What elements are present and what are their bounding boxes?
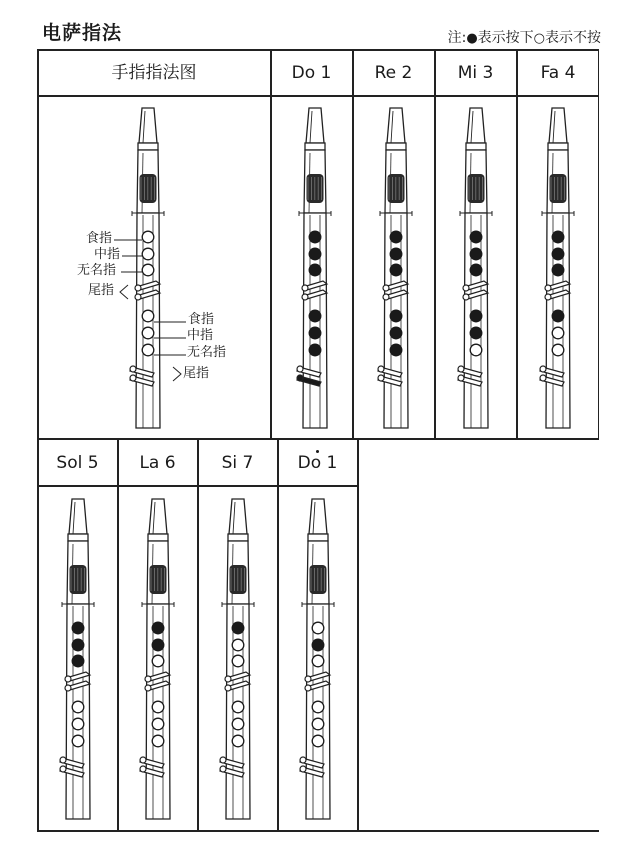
note-number: 3	[482, 63, 494, 83]
lower-pinky-key-icon-end	[300, 757, 306, 763]
open-hole-icon	[232, 701, 244, 713]
open-hole-icon	[232, 655, 244, 667]
neck-band	[148, 534, 168, 541]
upper-pinky-key-icon-end	[145, 676, 151, 682]
saxophone-fingering-icon-5	[54, 494, 102, 819]
open-hole-icon	[470, 344, 482, 356]
closed-hole-icon	[470, 327, 482, 339]
note-name: Do	[297, 453, 322, 473]
mouthpiece-icon	[467, 108, 485, 143]
mouthpiece-icon	[387, 108, 405, 143]
lower-pinky-key-icon-end	[140, 766, 146, 772]
upper-pinky-key-icon-end	[463, 285, 469, 291]
neck-band	[386, 143, 406, 150]
saxophone-fingering-icon-8	[294, 494, 342, 819]
upper-pinky-key-icon-end	[545, 294, 551, 300]
closed-hole-icon	[390, 310, 402, 322]
closed-hole-icon	[72, 655, 84, 667]
lower-pinky-bracket	[173, 367, 181, 381]
closed-hole-icon	[312, 639, 324, 651]
closed-hole-icon	[309, 231, 321, 243]
upper-pinky-key-icon-end	[545, 285, 551, 291]
upper-pinky-key-icon-end	[65, 685, 71, 691]
lower-pinky-key-icon-end	[458, 375, 464, 381]
mouthpiece-icon	[549, 108, 567, 143]
open-hole-icon	[232, 735, 244, 747]
note-number: 4	[564, 63, 576, 83]
lower-pinky-key-icon-end	[220, 757, 226, 763]
label-lower-ring: 无名指	[187, 345, 227, 360]
closed-hole-icon	[309, 310, 321, 322]
closed-hole-icon	[152, 622, 164, 634]
upper-pinky-key-icon-end	[305, 685, 311, 691]
open-hole-icon	[312, 735, 324, 747]
saxophone-fingering-icon-4	[534, 103, 582, 428]
lower-pinky-key-icon-end	[220, 766, 226, 772]
open-hole-icon	[312, 718, 324, 730]
page-title: 电萨指法	[42, 22, 123, 44]
saxophone-fingering-icon-1	[291, 103, 339, 428]
open-hole-icon: ○	[533, 31, 545, 46]
lower-pinky-key-icon-end	[140, 757, 146, 763]
open-hole-icon	[152, 735, 164, 747]
saxophone-fingering-icon-7	[214, 494, 262, 819]
upper-pinky-bracket	[120, 285, 128, 299]
closed-hole-icon: ●	[466, 31, 478, 46]
lower-pinky-key-icon-end	[378, 366, 384, 372]
label-lower-pinky: 尾指	[183, 366, 210, 381]
label-lower-index: 食指	[188, 312, 215, 327]
saxophone-fingering-icon-2	[372, 103, 420, 428]
open-hole-icon	[312, 655, 324, 667]
note-name: Sol	[56, 453, 83, 473]
closed-hole-icon	[309, 264, 321, 276]
open-hole-icon	[312, 622, 324, 634]
neck-band	[68, 534, 88, 541]
open-hole-icon	[152, 701, 164, 713]
closed-hole-icon	[72, 639, 84, 651]
note-number: 6	[164, 453, 176, 473]
lower-pinky-key-icon-end	[300, 766, 306, 772]
note-number: 1	[320, 63, 332, 83]
saxophone-fingering-icon-6	[134, 494, 182, 819]
closed-hole-icon	[390, 327, 402, 339]
upper-pinky-key-icon-end	[225, 685, 231, 691]
open-hole-icon	[72, 701, 84, 713]
label-upper-index: 食指	[86, 231, 113, 246]
closed-hole-icon	[152, 639, 164, 651]
neck-band	[548, 143, 568, 150]
open-hole-icon	[152, 718, 164, 730]
note-name: Fa	[540, 63, 560, 83]
lower-pinky-key-icon-end	[378, 375, 384, 381]
note-name: Re	[374, 63, 397, 83]
label-upper-pinky: 尾指	[88, 283, 115, 298]
legend-prefix: 注:	[447, 30, 467, 46]
closed-hole-icon	[552, 310, 564, 322]
note-number: 1	[326, 453, 338, 473]
closed-hole-icon	[470, 248, 482, 260]
upper-pinky-key-icon-end	[302, 285, 308, 291]
upper-pinky-key-icon-end	[463, 294, 469, 300]
note-number: 7	[242, 453, 254, 473]
closed-hole-icon	[552, 248, 564, 260]
open-hole-icon	[232, 639, 244, 651]
upper-pinky-key-icon-end	[145, 685, 151, 691]
closed-hole-icon	[390, 231, 402, 243]
saxophone-fingering-icon-3	[452, 103, 500, 428]
open-hole-icon	[232, 718, 244, 730]
neck-band	[305, 143, 325, 150]
neck-band	[466, 143, 486, 150]
neck-band	[308, 534, 328, 541]
lower-pinky-key-icon-end	[60, 766, 66, 772]
upper-pinky-key-icon-end	[65, 676, 71, 682]
closed-hole-icon	[552, 231, 564, 243]
open-hole-icon	[152, 655, 164, 667]
lower-pinky-key-icon-end	[60, 757, 66, 763]
note-number: 2	[401, 63, 413, 83]
closed-hole-icon	[72, 622, 84, 634]
lower-pinky-key-icon-end	[540, 375, 546, 381]
open-hole-icon	[552, 344, 564, 356]
closed-hole-icon	[309, 327, 321, 339]
lower-pinky-key-icon-end	[297, 366, 303, 372]
mouthpiece-icon	[229, 499, 247, 534]
note-name: Do	[291, 63, 316, 83]
closed-hole-icon	[309, 248, 321, 260]
upper-pinky-key-icon-end	[225, 676, 231, 682]
closed-hole-icon	[390, 264, 402, 276]
closed-hole-icon	[470, 231, 482, 243]
open-hole-icon	[312, 701, 324, 713]
label-upper-middle: 中指	[94, 247, 121, 262]
closed-hole-icon	[470, 264, 482, 276]
mouthpiece-icon	[309, 499, 327, 534]
label-upper-ring: 无名指	[77, 263, 117, 278]
note-number: 5	[87, 453, 99, 473]
diagram-header: 手指指法图	[111, 63, 197, 83]
upper-pinky-key-icon-end	[302, 294, 308, 300]
closed-hole-icon	[232, 622, 244, 634]
closed-hole-icon	[552, 264, 564, 276]
closed-hole-icon	[309, 344, 321, 356]
lower-pinky-key-icon-end	[458, 366, 464, 372]
closed-hole-icon	[390, 248, 402, 260]
closed-hole-icon	[470, 310, 482, 322]
label-lower-middle: 中指	[187, 328, 214, 343]
neck-band	[228, 534, 248, 541]
note-name: La	[139, 453, 160, 473]
mouthpiece-icon	[149, 499, 167, 534]
open-hole-text: 表示不按	[545, 30, 601, 46]
open-hole-icon	[72, 718, 84, 730]
upper-pinky-key-icon-end	[305, 676, 311, 682]
mouthpiece-icon	[69, 499, 87, 534]
closed-hole-icon	[390, 344, 402, 356]
lower-pinky-key-icon-end	[540, 366, 546, 372]
upper-pinky-key-icon-end	[383, 285, 389, 291]
mouthpiece-icon	[306, 108, 324, 143]
open-hole-icon	[72, 735, 84, 747]
closed-hole-text: 表示按下	[477, 30, 534, 46]
upper-pinky-key-icon-end	[383, 294, 389, 300]
note-name: Mi	[457, 63, 478, 83]
lower-pinky-key-icon-end	[297, 375, 303, 381]
note-name: Si	[221, 453, 238, 473]
open-hole-icon	[552, 327, 564, 339]
